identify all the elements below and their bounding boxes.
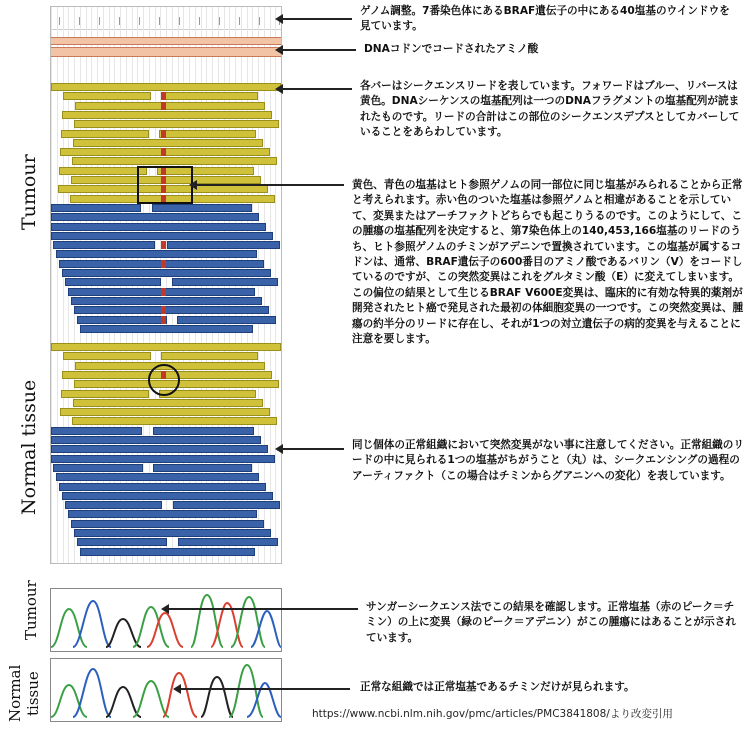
tumour-trace-label: Tumour: [22, 580, 40, 640]
forward-read: [172, 278, 279, 286]
forward-read: [153, 464, 253, 472]
reverse-read: [59, 167, 147, 175]
reverse-read: [161, 352, 259, 360]
reverse-read: [61, 390, 149, 398]
sanger-trace-normal: [50, 658, 282, 722]
forward-read: [167, 241, 281, 249]
forward-read: [173, 501, 281, 509]
reverse-read: [161, 92, 259, 100]
reverse-read: [51, 343, 281, 351]
reverse-read: [60, 408, 270, 416]
forward-read: [56, 250, 257, 258]
forward-read: [77, 316, 167, 324]
reverse-read: [159, 130, 257, 138]
ruler-tick: [219, 17, 220, 25]
forward-read: [59, 483, 266, 491]
sanger-trace-tumour: [50, 588, 282, 652]
arrow-genome-window: [282, 18, 352, 20]
mutation-base: [161, 288, 166, 296]
forward-read: [51, 204, 141, 212]
arrow-amino-acid: [282, 49, 356, 51]
reverse-read: [63, 92, 151, 100]
note-genome-window: ゲノム調整。7番染色体にあるBRAF遺伝子の中にある40塩基のウインドウを見ています。: [360, 5, 730, 33]
forward-read: [80, 325, 253, 333]
forward-read: [51, 213, 259, 221]
reverse-read: [75, 102, 265, 110]
forward-read: [51, 445, 268, 453]
reverse-read: [73, 399, 263, 407]
forward-read: [51, 436, 261, 444]
arrow-reads: [282, 88, 352, 90]
forward-read: [51, 455, 275, 463]
mutation-base: [161, 148, 166, 156]
amino-acid-band: [51, 47, 281, 57]
reverse-read: [51, 83, 281, 91]
reverse-read: [61, 130, 149, 138]
reverse-read: [72, 157, 277, 165]
note-normal: 同じ個体の正常組織において突然変異がない事に注意してください。正常組織のリードの中に見られる1つの塩基がちがうこと（丸）は、シークエンシングの過程のアーティファクト（この場合はチミンからグアニンへの変化）を表しています。: [352, 439, 744, 482]
ruler-tick: [259, 17, 260, 25]
normal-trace-label-2: tissue: [24, 671, 42, 716]
forward-read: [56, 473, 259, 481]
note-mutation: 黄色、青色の塩基はヒト参照ゲノムの同一部位に同じ塩基がみられることから正常と考えられます。赤い色のついた塩基は参照ゲノムと相違があることを示していて、変異またはアーチファクトどちらでも起こりうるのです。このようにして、この腫瘍の塩基配列を決定すると、第7染色体上の140,453,166塩基のリードのうち、ヒト参照ゲノムのチミンがアデニンで置換されています。この塩基が属するコドンは、通常、BRAF遺伝子の600番目のアミノ酸であるバリン（V）をコードしているのですが、この突然変異はこれをグルタミン酸（E）に変えてしまいます。この偏位の結果として生じるBRAF V600E変異は、臨床的に有効な特異的薬剤が開発されたヒト癌で発見された最初の体細胞変異の一つです。この突然変異は、腫瘍の約半分のリードに存在し、それが1つの対立遺伝子の病的変異を与えることに注意を要します。: [352, 179, 744, 346]
forward-read: [152, 204, 253, 212]
tumour-label: Tumour: [18, 154, 40, 230]
igv-read-panel: [50, 6, 282, 564]
reverse-read: [74, 120, 279, 128]
mutation-base: [161, 102, 166, 110]
forward-read: [65, 501, 162, 509]
mutation-highlight-box: [137, 166, 193, 204]
forward-read: [77, 538, 167, 546]
reference-sequence-band: [51, 37, 281, 45]
source-citation: https://www.ncbi.nlm.nih.gov/pmc/articles/PMC3841808/より改変引用: [312, 708, 673, 720]
ruler-tick: [59, 17, 60, 25]
note-reads: 各バーはシークエンスリードを表しています。フォワードはブルー、リバースは黄色。DNAシーケンスの塩基配列は一つのDNAフラグメントの塩基配列が読まれたものです。リードの合計はこの部位のシークエンスデプスとしてカバーしていることをあらわしています。: [360, 80, 740, 139]
forward-read: [62, 492, 273, 500]
forward-read: [53, 464, 143, 472]
forward-read: [74, 529, 271, 537]
reverse-read: [62, 111, 272, 119]
mutation-base: [161, 130, 166, 138]
ruler-tick: [179, 17, 180, 25]
reverse-read: [73, 139, 263, 147]
reverse-read: [72, 417, 277, 425]
forward-read: [68, 510, 257, 518]
note-sanger-normal: 正常な組織では正常塩基であるチミンだけが見られます。: [360, 681, 635, 693]
arrow-mutation: [196, 184, 344, 186]
forward-read: [71, 297, 262, 305]
arrow-sanger-normal: [180, 688, 350, 690]
mutation-base: [161, 306, 166, 314]
mutation-base: [161, 92, 166, 100]
forward-read: [153, 427, 255, 435]
forward-read: [80, 548, 255, 556]
arrow-normal: [282, 448, 344, 450]
note-sanger-tumour: サンガーシークエンス法でこの結果を確認します。正常塩基（赤のピーク＝チミン）の上に変異（緑のピーク＝アデニン）がこの腫瘍にはあることが示されています。: [366, 601, 736, 644]
mutation-base: [161, 241, 166, 249]
forward-read: [62, 269, 271, 277]
normal-tissue-label: Normal tissue: [18, 379, 40, 515]
mutation-base: [161, 260, 166, 268]
forward-read: [74, 306, 269, 314]
forward-read: [51, 232, 273, 240]
forward-read: [177, 316, 277, 324]
arrow-sanger-tumour: [168, 608, 358, 610]
artifact-circle: [148, 364, 180, 396]
forward-read: [65, 278, 161, 286]
mutation-base: [161, 316, 166, 324]
reverse-read: [63, 352, 151, 360]
normal-trace-label-1: Normal: [6, 664, 24, 722]
forward-read: [53, 241, 155, 249]
ruler-tick: [139, 17, 140, 25]
forward-read: [178, 538, 279, 546]
ruler-tick: [99, 17, 100, 25]
forward-read: [71, 520, 264, 528]
note-amino-acid: DNAコドンでコードされたアミノ酸: [364, 43, 539, 55]
forward-read: [51, 427, 142, 435]
forward-read: [51, 223, 266, 231]
